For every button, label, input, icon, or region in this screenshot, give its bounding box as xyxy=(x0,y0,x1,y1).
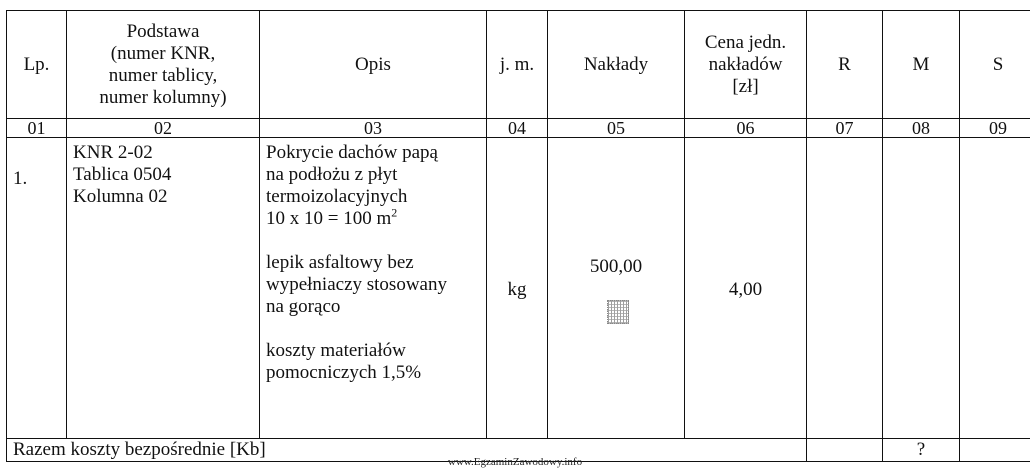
row-cena: 4,00 xyxy=(685,138,807,439)
column-number: 03 xyxy=(260,119,487,138)
opis-area-exponent: 2 xyxy=(391,205,398,220)
header-s: S xyxy=(960,11,1030,119)
opis-line: na podłożu z płyt xyxy=(266,164,398,185)
header-cena-line: Cena jedn. xyxy=(704,31,787,53)
header-jm: j. m. xyxy=(487,11,548,119)
header-lp: Lp. xyxy=(7,11,67,119)
header-podstawa-line: (numer KNR, xyxy=(110,42,216,64)
opis-area-text: 10 x 10 = 100 m xyxy=(266,208,392,229)
column-number: 01 xyxy=(7,119,67,138)
row-podstawa-line: KNR 2-02 xyxy=(73,142,153,163)
column-number: 04 xyxy=(487,119,548,138)
row-naklady xyxy=(548,138,685,439)
total-label: Razem koszty bezpośrednie [Kb] xyxy=(7,439,807,462)
opis-line: pomocniczych 1,5% xyxy=(266,362,422,383)
header-row xyxy=(7,11,1030,119)
header-cena-line: nakładów xyxy=(708,53,783,75)
header-m: M xyxy=(883,11,960,119)
opis-line: wypełniaczy stosowany xyxy=(266,274,447,295)
row-opis xyxy=(260,138,487,439)
row-jm: kg xyxy=(487,138,548,439)
header-opis: Opis xyxy=(260,11,487,119)
header-r: R xyxy=(807,11,883,119)
header-podstawa-line: numer kolumny) xyxy=(99,86,227,108)
row-s xyxy=(960,138,1030,439)
row-podstawa-line: Tablica 0504 xyxy=(73,164,172,185)
column-number: 05 xyxy=(548,119,685,138)
opis-line: koszty materiałów xyxy=(266,340,406,361)
opis-line: termoizolacyjnych xyxy=(266,186,408,207)
row-naklady-value: 500,00 xyxy=(589,256,643,277)
row-podstawa xyxy=(67,138,260,439)
table-row xyxy=(7,138,1030,439)
opis-line: lepik asfaltowy bez xyxy=(266,252,414,273)
column-number: 07 xyxy=(807,119,883,138)
column-number: 08 xyxy=(883,119,960,138)
header-podstawa xyxy=(67,11,260,119)
header-cena xyxy=(685,11,807,119)
column-number-row xyxy=(7,119,1030,138)
header-cena-line: [zł] xyxy=(732,75,759,97)
opis-line: na gorąco xyxy=(266,296,341,317)
header-podstawa-line: Podstawa xyxy=(126,20,200,42)
row-lp: 1. xyxy=(7,138,67,439)
header-podstawa-line: numer tablicy, xyxy=(108,64,218,86)
footer-watermark: www.EgzaminZawodowy.info xyxy=(447,456,583,468)
opis-line: Pokrycie dachów papą xyxy=(266,142,438,163)
header-naklady: Nakłady xyxy=(548,11,685,119)
row-r xyxy=(807,138,883,439)
cost-estimate-table xyxy=(6,10,1030,462)
watermark-stamp-icon xyxy=(607,300,629,324)
column-number: 09 xyxy=(960,119,1030,138)
row-podstawa-line: Kolumna 02 xyxy=(73,186,168,207)
column-number: 02 xyxy=(67,119,260,138)
column-number: 06 xyxy=(685,119,807,138)
opis-area xyxy=(266,205,480,230)
row-m xyxy=(883,138,960,439)
total-m: ? xyxy=(883,439,960,462)
